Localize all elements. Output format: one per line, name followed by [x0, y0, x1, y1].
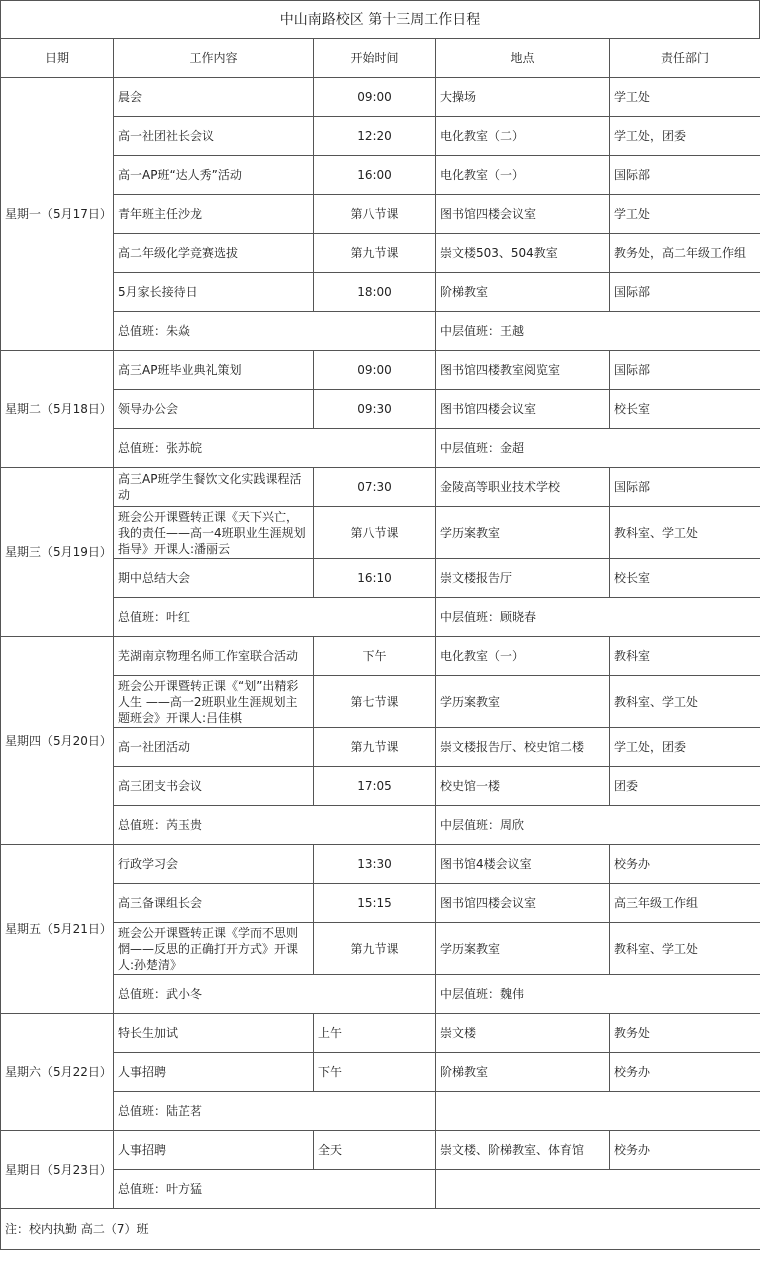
start-time: 第七节课	[314, 676, 436, 728]
department: 国际部	[610, 156, 760, 195]
day-date: 星期五（5月21日）	[1, 845, 114, 1014]
department: 教科室、学工处	[610, 676, 760, 728]
location: 图书馆四楼会议室	[436, 390, 610, 429]
department: 团委	[610, 767, 760, 806]
department: 教科室	[610, 637, 760, 676]
work-content: 高三团支书会议	[114, 767, 314, 806]
day-date: 星期一（5月17日）	[1, 78, 114, 351]
department: 学工处，团委	[610, 117, 760, 156]
schedule-row	[1, 1131, 760, 1170]
middle-duty: 中层值班：金超	[436, 429, 760, 468]
location: 图书馆4楼会议室	[436, 845, 610, 884]
header-time: 开始时间	[314, 39, 436, 78]
start-time: 全天	[314, 1131, 436, 1170]
middle-duty: 中层值班：顾晓春	[436, 598, 760, 637]
chief-duty: 总值班：朱焱	[114, 312, 436, 351]
department: 校务办	[610, 1131, 760, 1170]
day-date: 星期四（5月20日）	[1, 637, 114, 845]
location: 图书馆四楼教室阅览室	[436, 351, 610, 390]
schedule-row	[1, 767, 760, 806]
location: 电化教室（一）	[436, 637, 610, 676]
middle-duty: 中层值班：周欣	[436, 806, 760, 845]
work-content: 青年班主任沙龙	[114, 195, 314, 234]
page-title: 中山南路校区 第十三周工作日程	[0, 0, 760, 38]
schedule-row	[1, 351, 760, 390]
work-content: 人事招聘	[114, 1053, 314, 1092]
location: 电化教室（二）	[436, 117, 610, 156]
chief-duty: 总值班：武小冬	[114, 975, 436, 1014]
header-place: 地点	[436, 39, 610, 78]
schedule-row	[1, 468, 760, 507]
department: 教务处，高二年级工作组	[610, 234, 760, 273]
department: 教务处	[610, 1014, 760, 1053]
start-time: 17:05	[314, 767, 436, 806]
start-time: 18:00	[314, 273, 436, 312]
schedule-row	[1, 728, 760, 767]
start-time: 15:15	[314, 884, 436, 923]
schedule-row	[1, 845, 760, 884]
department: 学工处	[610, 195, 760, 234]
schedule-row	[1, 1053, 760, 1092]
work-content: 高二年级化学竞赛选拔	[114, 234, 314, 273]
schedule-row	[1, 156, 760, 195]
start-time: 09:00	[314, 78, 436, 117]
department: 国际部	[610, 468, 760, 507]
day-date: 星期六（5月22日）	[1, 1014, 114, 1131]
start-time: 12:20	[314, 117, 436, 156]
schedule-row	[1, 78, 760, 117]
chief-duty: 总值班：张苏皖	[114, 429, 436, 468]
work-content: 特长生加试	[114, 1014, 314, 1053]
chief-duty: 总值班：叶方猛	[114, 1170, 436, 1209]
schedule-row	[1, 117, 760, 156]
work-content: 芜湖南京物理名师工作室联合活动	[114, 637, 314, 676]
schedule-row	[1, 195, 760, 234]
location: 崇文楼报告厅	[436, 559, 610, 598]
work-content: 高三AP班学生餐饮文化实践课程活动	[114, 468, 314, 507]
header-content: 工作内容	[114, 39, 314, 78]
duty-row	[1, 429, 760, 468]
header-dept: 责任部门	[610, 39, 760, 78]
duty-row	[1, 1092, 760, 1131]
day-date: 星期三（5月19日）	[1, 468, 114, 637]
duty-row	[1, 975, 760, 1014]
note-row	[1, 1209, 760, 1250]
start-time: 13:30	[314, 845, 436, 884]
day-date: 星期二（5月18日）	[1, 351, 114, 468]
schedule-row	[1, 637, 760, 676]
location: 图书馆四楼会议室	[436, 195, 610, 234]
duty-row	[1, 1170, 760, 1209]
work-content: 领导办公会	[114, 390, 314, 429]
schedule-row	[1, 559, 760, 598]
start-time: 上午	[314, 1014, 436, 1053]
work-content: 期中总结大会	[114, 559, 314, 598]
work-content: 班会公开课暨转正课《天下兴亡，我的责任——高一4班职业生涯规划指导》开课人:潘丽云	[114, 507, 314, 559]
work-content: 高三备课组长会	[114, 884, 314, 923]
work-content: 高一社团活动	[114, 728, 314, 767]
location: 崇文楼503、504教室	[436, 234, 610, 273]
start-time: 16:10	[314, 559, 436, 598]
department: 教科室、学工处	[610, 923, 760, 975]
work-content: 5月家长接待日	[114, 273, 314, 312]
work-content: 行政学习会	[114, 845, 314, 884]
start-time: 下午	[314, 1053, 436, 1092]
schedule-row	[1, 390, 760, 429]
location: 校史馆一楼	[436, 767, 610, 806]
chief-duty: 总值班：叶红	[114, 598, 436, 637]
start-time: 第八节课	[314, 507, 436, 559]
location: 金陵高等职业技术学校	[436, 468, 610, 507]
work-content: 高一社团社长会议	[114, 117, 314, 156]
duty-row	[1, 312, 760, 351]
duty-row	[1, 806, 760, 845]
schedule-table	[0, 38, 760, 1250]
department: 校务办	[610, 845, 760, 884]
schedule-row	[1, 884, 760, 923]
department: 学工处	[610, 78, 760, 117]
location: 图书馆四楼会议室	[436, 884, 610, 923]
department: 学工处，团委	[610, 728, 760, 767]
location: 学历案教室	[436, 676, 610, 728]
work-content: 高三AP班毕业典礼策划	[114, 351, 314, 390]
start-time: 第九节课	[314, 923, 436, 975]
schedule-row	[1, 1014, 760, 1053]
header-row	[1, 39, 760, 78]
location: 电化教室（一）	[436, 156, 610, 195]
start-time: 第九节课	[314, 234, 436, 273]
schedule-row	[1, 234, 760, 273]
schedule-row	[1, 923, 760, 975]
middle-duty: 中层值班：王越	[436, 312, 760, 351]
middle-duty: 中层值班：魏伟	[436, 975, 760, 1014]
start-time: 09:30	[314, 390, 436, 429]
location: 阶梯教室	[436, 1053, 610, 1092]
schedule-row	[1, 507, 760, 559]
middle-duty	[436, 1092, 760, 1131]
work-content: 班会公开课暨转正课《学而不思则惘——反思的正确打开方式》开课人:孙楚清》	[114, 923, 314, 975]
department: 国际部	[610, 351, 760, 390]
duty-row	[1, 598, 760, 637]
location: 大操场	[436, 78, 610, 117]
note-text: 注：校内执勤 高二（7）班	[1, 1209, 760, 1250]
chief-duty: 总值班：芮玉贵	[114, 806, 436, 845]
location: 学历案教室	[436, 923, 610, 975]
location: 崇文楼、阶梯教室、体育馆	[436, 1131, 610, 1170]
work-content: 班会公开课暨转正课《“划”出精彩人生 ——高一2班职业生涯规划主题班会》开课人:吕佳棋	[114, 676, 314, 728]
department: 国际部	[610, 273, 760, 312]
work-content: 高一AP班“达人秀”活动	[114, 156, 314, 195]
department: 校长室	[610, 390, 760, 429]
work-content: 人事招聘	[114, 1131, 314, 1170]
start-time: 16:00	[314, 156, 436, 195]
location: 阶梯教室	[436, 273, 610, 312]
schedule-row	[1, 676, 760, 728]
department: 校长室	[610, 559, 760, 598]
location: 崇文楼	[436, 1014, 610, 1053]
chief-duty: 总值班：陆芷茗	[114, 1092, 436, 1131]
start-time: 09:00	[314, 351, 436, 390]
start-time: 第九节课	[314, 728, 436, 767]
department: 高三年级工作组	[610, 884, 760, 923]
middle-duty	[436, 1170, 760, 1209]
start-time: 07:30	[314, 468, 436, 507]
department: 教科室、学工处	[610, 507, 760, 559]
schedule-row	[1, 273, 760, 312]
schedule-body	[1, 78, 760, 1209]
location: 崇文楼报告厅、校史馆二楼	[436, 728, 610, 767]
start-time: 第八节课	[314, 195, 436, 234]
department: 校务办	[610, 1053, 760, 1092]
start-time: 下午	[314, 637, 436, 676]
header-date: 日期	[1, 39, 114, 78]
location: 学历案教室	[436, 507, 610, 559]
day-date: 星期日（5月23日）	[1, 1131, 114, 1209]
work-content: 晨会	[114, 78, 314, 117]
